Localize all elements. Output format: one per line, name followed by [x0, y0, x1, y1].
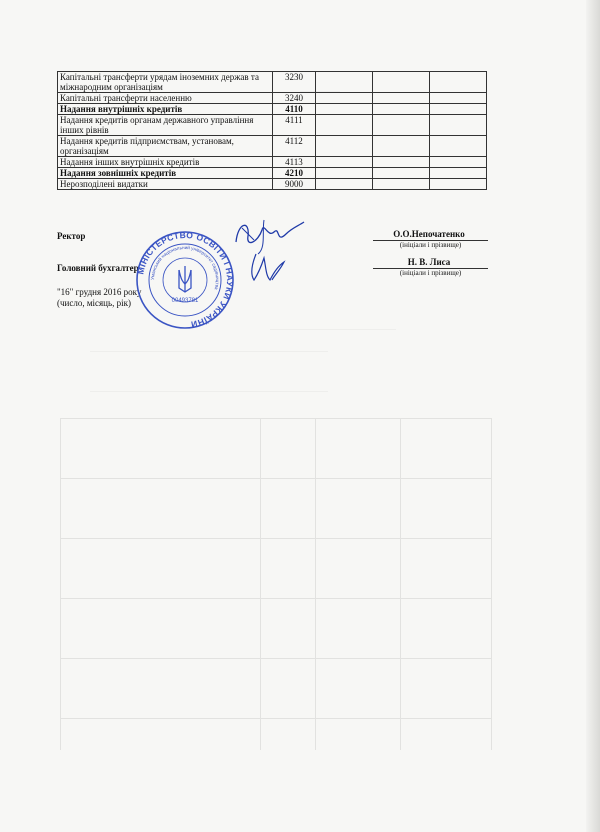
row-value-empty [429, 136, 486, 157]
row-value-empty [372, 136, 429, 157]
row-name: Надання зовнішніх кредитів [58, 168, 273, 179]
accountant-label: Головний бухгалтер [57, 263, 139, 273]
row-value-empty [372, 168, 429, 179]
svg-text:00493781: 00493781 [171, 298, 199, 304]
row-name: Нерозподілені видатки [58, 179, 273, 190]
table-row [58, 168, 487, 179]
row-value-empty [315, 179, 372, 190]
row-value-empty [372, 157, 429, 168]
row-value-empty [372, 93, 429, 104]
row-value-empty [372, 104, 429, 115]
row-name: Капітальні трансферти населенню [58, 93, 273, 104]
row-code: 3230 [273, 72, 315, 93]
row-code: 4113 [273, 157, 315, 168]
table-row [58, 136, 487, 157]
row-value-empty [429, 104, 486, 115]
row-value-empty [429, 168, 486, 179]
table-row [58, 157, 487, 168]
row-value-empty [429, 115, 486, 136]
accountant-caption: (ініціали і прізвище) [399, 269, 462, 277]
table-row [58, 104, 487, 115]
date-value: "16" грудня 2016 року [57, 287, 142, 297]
rector-caption: (ініціали і прізвище) [399, 241, 462, 249]
page-edge [586, 0, 600, 832]
row-value-empty [372, 72, 429, 93]
row-value-empty [372, 115, 429, 136]
row-code: 9000 [273, 179, 315, 190]
row-name: Надання кредитів підприємствам, установам, організаціям [58, 136, 273, 157]
row-value-empty [315, 93, 372, 104]
rector-label: Ректор [57, 231, 86, 241]
row-name: Надання інших внутрішніх кредитів [58, 157, 273, 168]
table-row [58, 72, 487, 93]
row-value-empty [315, 168, 372, 179]
row-code: 3240 [273, 93, 315, 104]
row-value-empty [315, 115, 372, 136]
row-code: 4111 [273, 115, 315, 136]
row-value-empty [429, 72, 486, 93]
official-stamp [135, 230, 235, 330]
row-value-empty [315, 157, 372, 168]
table-row [58, 179, 487, 190]
row-value-empty [315, 72, 372, 93]
row-value-empty [315, 104, 372, 115]
row-name: Надання внутрішніх кредитів [58, 104, 273, 115]
row-value-empty [429, 179, 486, 190]
row-code: 4112 [273, 136, 315, 157]
table-row [58, 93, 487, 104]
svg-text:МІНІСТЕРСТВО ОСВІТИ І НАУКИ УК: МІНІСТЕРСТВО ОСВІТИ І НАУКИ УКРАЇНИ [135, 230, 235, 330]
accountant-name: Н. В. Лиса [407, 257, 451, 267]
svg-text:Уманський національний універс: Уманський національний університет садівництва [149, 244, 221, 291]
row-value-empty [315, 136, 372, 157]
row-name: Капітальні трансферти урядам іноземних держав та міжнародним організаціям [58, 72, 273, 93]
row-name: Надання кредитів органам державного управління інших рівнів [58, 115, 273, 136]
budget-table [57, 71, 487, 190]
row-code: 4210 [273, 168, 315, 179]
row-value-empty [372, 179, 429, 190]
row-value-empty [429, 157, 486, 168]
trident-icon [179, 266, 191, 292]
date-caption: (число, місяць, рік) [57, 298, 131, 308]
row-code: 4110 [273, 104, 315, 115]
row-value-empty [429, 93, 486, 104]
table-row [58, 115, 487, 136]
rector-name: О.О.Непочатенко [393, 229, 465, 239]
accountant-signature [244, 250, 294, 284]
